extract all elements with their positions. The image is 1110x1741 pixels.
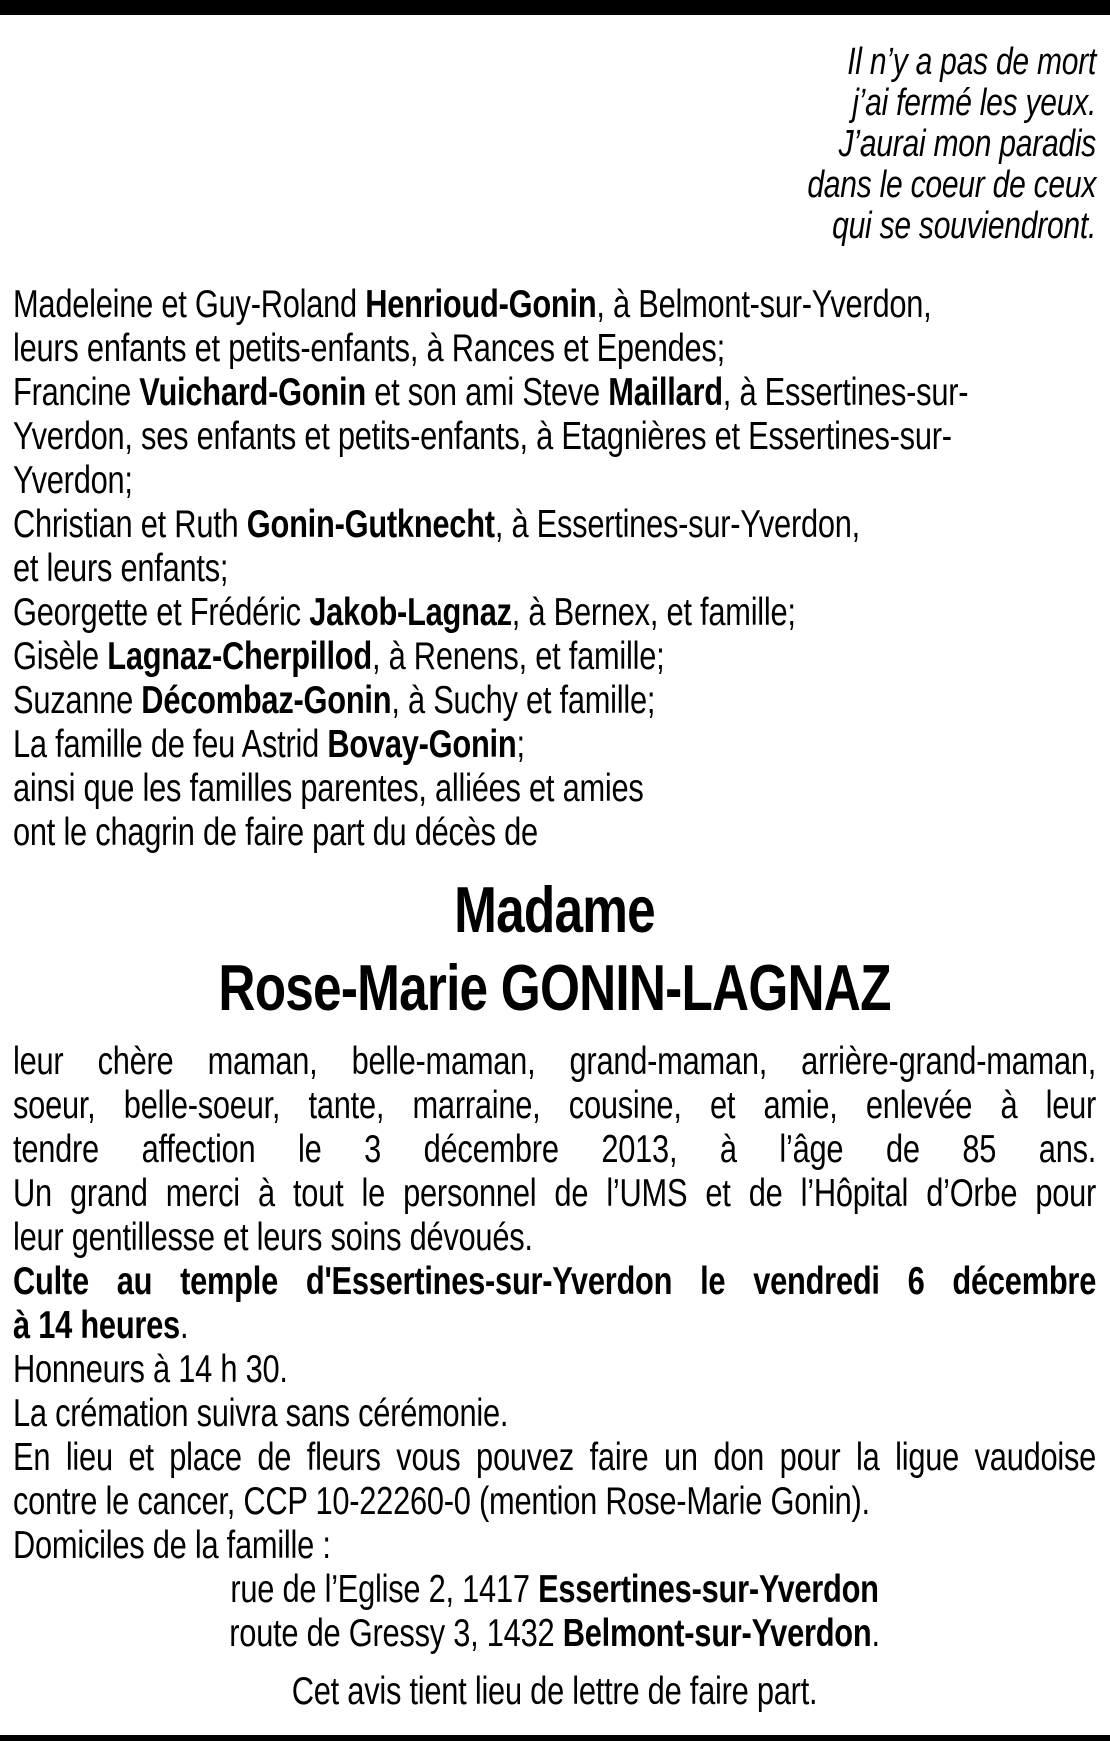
text-line: Suzanne Décombaz-Gonin, à Suchy et famille;	[13, 679, 656, 722]
notice-body	[13, 1040, 1096, 1656]
text-line: Christian et Ruth Gonin-Gutknecht, à Essertines-sur-Yverdon,	[13, 503, 861, 546]
deceased-title-block	[13, 871, 1096, 1027]
text-line: La famille de feu Astrid Bovay-Gonin;	[13, 723, 525, 766]
text-line: leur chère maman, belle-maman, grand-maman, arrière-grand-maman,	[13, 1040, 1097, 1083]
text-line: rue de l’Eglise 2, 1417 Essertines-sur-Yverdon	[230, 1568, 879, 1611]
text-line: soeur, belle-soeur, tante, marraine, cousine, et amie, enlevée à leur	[13, 1084, 1097, 1127]
text-line: Honneurs à 14 h 30.	[13, 1348, 288, 1391]
text-line: Georgette et Frédéric Jakob-Lagnaz, à Bernex, et famille;	[13, 591, 796, 634]
text-line: Gisèle Lagnaz-Cherpillod, à Renens, et famille;	[13, 635, 665, 678]
family-announcement	[13, 283, 1096, 855]
condensed-text-column	[13, 42, 1096, 1714]
text-line: contre le cancer, CCP 10-22260-0 (mention Rose-Marie Gonin).	[13, 1480, 870, 1523]
top-rule-bar	[0, 0, 1110, 15]
text-line: ont le chagrin de faire part du décès de	[13, 811, 538, 854]
bottom-rule-bar	[0, 1735, 1110, 1741]
deceased-honorific: Madame	[454, 873, 655, 946]
text-line: ainsi que les familles parentes, alliées et amies	[13, 767, 644, 810]
text-line: Madeleine et Guy-Roland Henrioud-Gonin, à Belmont-sur-Yverdon,	[13, 283, 932, 326]
text-line: route de Gressy 3, 1432 Belmont-sur-Yverdon.	[229, 1612, 880, 1655]
text-line: J’aurai mon paradis	[838, 123, 1097, 165]
text-line: La crémation suivra sans cérémonie.	[13, 1392, 509, 1435]
deceased-name: Rose-Marie GONIN-LAGNAZ	[218, 951, 891, 1024]
text-line: Francine Vuichard-Gonin et son ami Steve Maillard, à Essertines-sur-	[13, 371, 969, 414]
text-line: j’ai fermé les yeux.	[852, 82, 1097, 124]
text-line: qui se souviendront.	[832, 205, 1097, 247]
text-line: Culte au temple d'Essertines-sur-Yverdon le vendredi 6 décembre	[13, 1260, 1097, 1303]
text-line: Yverdon, ses enfants et petits-enfants, à Etagnières et Essertines-sur-	[13, 415, 952, 458]
closing-statement: Cet avis tient lieu de lettre de faire part.	[291, 1670, 818, 1713]
text-line: leur gentillesse et leurs soins dévoués.	[13, 1216, 533, 1259]
text-line: Yverdon;	[13, 459, 133, 502]
text-line: et leurs enfants;	[13, 547, 229, 590]
text-line: Domiciles de la famille :	[13, 1524, 331, 1567]
text-line: Il n’y a pas de mort	[847, 41, 1097, 83]
text-line: dans le coeur de ceux	[807, 164, 1097, 206]
notice-content	[13, 15, 1110, 1714]
text-line: En lieu et place de fleurs vous pouvez faire un don pour la ligue vaudoise	[13, 1436, 1097, 1479]
text-line: Un grand merci à tout le personnel de l’UMS et de l’Hôpital d’Orbe pour	[13, 1172, 1097, 1215]
text-line: leurs enfants et petits-enfants, à Rances et Ependes;	[13, 327, 725, 370]
text-line: à 14 heures.	[13, 1304, 189, 1347]
epigraph-verse	[13, 42, 1096, 247]
text-line: tendre affection le 3 décembre 2013, à l’âge de 85 ans.	[13, 1128, 1097, 1171]
